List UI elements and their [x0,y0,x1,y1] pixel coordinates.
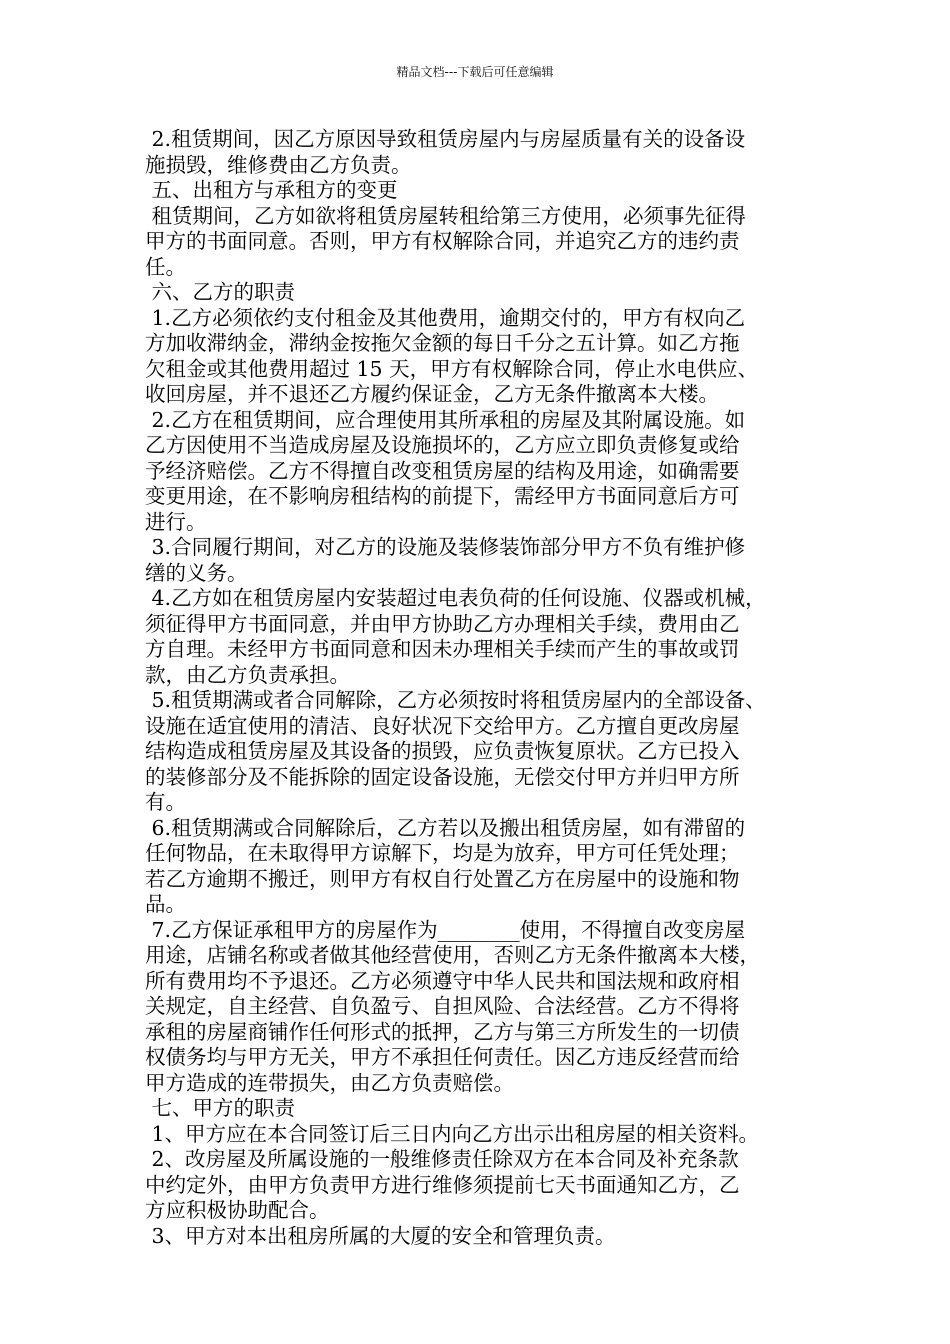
document-body [145,127,825,1249]
document-line: 进行。 [145,509,207,534]
document-line: 关规定，自主经营、自负盈亏、自担风险、合法经营。乙方不得将 [145,994,740,1018]
document-line: 甲方造成的连带损失，由乙方负责赔偿。 [145,1070,514,1095]
document-line: 3.合同履行期间，对乙方的设施及装修装饰部分甲方不负有维护修 [145,535,746,559]
document-line: 欠租金或其他费用超过 15 天，甲方有权解除合同，停止水电供应、 [145,356,759,381]
document-line: 任。 [145,254,186,279]
document-line: 有。 [145,790,186,814]
document-line: 款，由乙方负责承担。 [145,662,350,687]
document-line: 所有费用均不予退还。乙方必须遵守中华人民共和国法规和政府相 [145,968,740,993]
document-line: 六、乙方的职责 [145,280,296,304]
document-line: 7.乙方保证承租甲方的房屋作为________使用，不得擅自改变房屋 [145,917,746,942]
document-line: 4.乙方如在租赁房屋内安装超过电表负荷的任何设施、仪器或机械， [145,586,766,610]
document-line: 若乙方逾期不搬迁，则甲方有权自行处置乙方在房屋中的设施和物 [145,866,740,891]
document-line: 七、甲方的职责 [145,1096,296,1120]
document-line: 甲方的书面同意。否则，甲方有权解除合同，并追究乙方的违约责 [145,229,740,253]
document-line: 2、改房屋及所属设施的一般维修责任除双方在本合同及补充条款 [145,1147,739,1171]
document-line: 用途，店铺名称或者做其他经营使用，否则乙方无条件撤离本大楼， [145,943,760,967]
document-line: 收回房屋，并不退还乙方履约保证金，乙方无条件撤离本大楼。 [145,382,719,406]
document-line: 1、甲方应在本合同签订后三日内向乙方出示出租房屋的相关资料。 [145,1121,760,1146]
document-line: 2.租赁期间，因乙方原因导致租赁房屋内与房屋质量有关的设备设 [145,127,746,151]
document-line: 缮的义务。 [145,560,248,585]
document-line: 结构造成租赁房屋及其设备的损毁，应负责恢复原状。乙方已投入 [145,739,740,763]
document-line: 2.乙方在租赁期间，应合理使用其所承租的房屋及其附属设施。如 [145,407,746,432]
document-line: 变更用途，在不影响房租结构的前提下，需经甲方书面同意后方可 [145,484,740,508]
document-line: 予经济赔偿。乙方不得擅自改变租赁房屋的结构及用途，如确需要 [145,458,740,483]
document-line: 方加收滞纳金，滞纳金按拖欠金额的每日千分之五计算。如乙方拖 [145,331,740,355]
document-line: 权债务均与甲方无关，甲方不承担任何责任。因乙方违反经营而给 [145,1045,740,1069]
document-line: 方应积极协助配合。 [145,1198,330,1222]
document-line: 五、出租方与承租方的变更 [145,178,398,202]
document-line: 租赁期间，乙方如欲将租赁房屋转租给第三方使用，必须事先征得 [145,203,747,228]
document-line: 乙方因使用不当造成房屋及设施损坏的，乙方应立即负责修复或给 [145,433,740,457]
page-header-watermark: 精品文档---下载后可任意编辑 [396,65,554,79]
document-line: 承租的房屋商铺作任何形式的抵押，乙方与第三方所发生的一切债 [145,1019,740,1044]
document-line: 5.租赁期满或者合同解除，乙方必须按时将租赁房屋内的全部设备、 [145,688,766,712]
document-line: 任何物品，在未取得甲方谅解下，均是为放弃，甲方可任凭处理； [145,841,740,865]
document-line: 须征得甲方书面同意，并由甲方协助乙方办理相关手续，费用由乙 [145,611,740,636]
document-line: 6.租赁期满或合同解除后，乙方若以及搬出租赁房屋，如有滞留的 [145,815,746,840]
document-line: 品。 [145,892,186,916]
document-line: 中约定外，由甲方负责甲方进行维修须提前七天书面通知乙方，乙 [145,1172,740,1197]
document-line: 设施在适宜使用的清洁、良好状况下交给甲方。乙方擅自更改房屋 [145,713,740,738]
document-line: 1.乙方必须依约支付租金及其他费用，逾期交付的，甲方有权向乙 [145,305,746,330]
document-line: 3、甲方对本出租房所属的大厦的安全和管理负责。 [145,1223,616,1248]
document-line: 施损毁，维修费由乙方负责。 [145,152,412,177]
document-line: 方自理。未经甲方书面同意和因未办理相关手续而产生的事故或罚 [145,637,740,661]
document-line: 的装修部分及不能拆除的固定设备设施，无偿交付甲方并归甲方所 [145,764,740,789]
